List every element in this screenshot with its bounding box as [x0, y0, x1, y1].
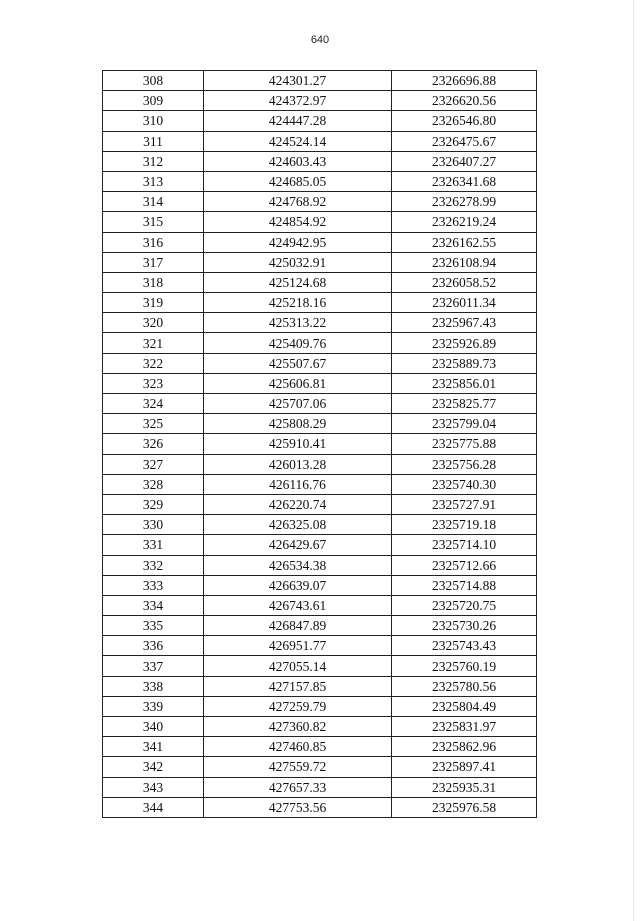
x-coordinate-cell: 424524.14	[204, 131, 392, 151]
point-number-cell: 321	[103, 333, 204, 353]
point-number-cell: 308	[103, 71, 204, 91]
table-row	[103, 535, 537, 555]
x-coordinate-cell: 427259.79	[204, 696, 392, 716]
table-row	[103, 171, 537, 191]
coordinates-table	[102, 70, 537, 818]
table-row	[103, 555, 537, 575]
point-number-cell: 324	[103, 394, 204, 414]
point-number-cell: 341	[103, 737, 204, 757]
y-coordinate-cell: 2325714.10	[392, 535, 537, 555]
point-number-cell: 323	[103, 373, 204, 393]
y-coordinate-cell: 2325831.97	[392, 717, 537, 737]
y-coordinate-cell: 2326546.80	[392, 111, 537, 131]
y-coordinate-cell: 2326011.34	[392, 293, 537, 313]
x-coordinate-cell: 426847.89	[204, 616, 392, 636]
x-coordinate-cell: 424447.28	[204, 111, 392, 131]
table-row	[103, 212, 537, 232]
point-number-cell: 339	[103, 696, 204, 716]
scan-edge-line	[633, 0, 634, 921]
x-coordinate-cell: 424301.27	[204, 71, 392, 91]
x-coordinate-cell: 424854.92	[204, 212, 392, 232]
table-row	[103, 737, 537, 757]
table-row	[103, 777, 537, 797]
point-number-cell: 311	[103, 131, 204, 151]
table-row	[103, 595, 537, 615]
table-row	[103, 434, 537, 454]
y-coordinate-cell: 2325740.30	[392, 474, 537, 494]
y-coordinate-cell: 2326475.67	[392, 131, 537, 151]
table-row	[103, 696, 537, 716]
y-coordinate-cell: 2325897.41	[392, 757, 537, 777]
table-row	[103, 71, 537, 91]
table-row	[103, 474, 537, 494]
point-number-cell: 313	[103, 171, 204, 191]
point-number-cell: 334	[103, 595, 204, 615]
table-row	[103, 757, 537, 777]
point-number-cell: 320	[103, 313, 204, 333]
point-number-cell: 327	[103, 454, 204, 474]
coordinates-table-body	[103, 71, 537, 818]
point-number-cell: 325	[103, 414, 204, 434]
x-coordinate-cell: 425707.06	[204, 394, 392, 414]
table-row	[103, 515, 537, 535]
x-coordinate-cell: 427657.33	[204, 777, 392, 797]
x-coordinate-cell: 427753.56	[204, 797, 392, 817]
y-coordinate-cell: 2325799.04	[392, 414, 537, 434]
y-coordinate-cell: 2326162.55	[392, 232, 537, 252]
point-number-cell: 336	[103, 636, 204, 656]
point-number-cell: 338	[103, 676, 204, 696]
x-coordinate-cell: 427157.85	[204, 676, 392, 696]
point-number-cell: 326	[103, 434, 204, 454]
table-row	[103, 111, 537, 131]
x-coordinate-cell: 426013.28	[204, 454, 392, 474]
point-number-cell: 322	[103, 353, 204, 373]
table-row	[103, 353, 537, 373]
x-coordinate-cell: 427559.72	[204, 757, 392, 777]
point-number-cell: 331	[103, 535, 204, 555]
y-coordinate-cell: 2325825.77	[392, 394, 537, 414]
point-number-cell: 316	[103, 232, 204, 252]
point-number-cell: 332	[103, 555, 204, 575]
point-number-cell: 310	[103, 111, 204, 131]
table-row	[103, 192, 537, 212]
table-row	[103, 797, 537, 817]
point-number-cell: 342	[103, 757, 204, 777]
y-coordinate-cell: 2325780.56	[392, 676, 537, 696]
y-coordinate-cell: 2325967.43	[392, 313, 537, 333]
x-coordinate-cell: 425218.16	[204, 293, 392, 313]
point-number-cell: 319	[103, 293, 204, 313]
y-coordinate-cell: 2325804.49	[392, 696, 537, 716]
y-coordinate-cell: 2326696.88	[392, 71, 537, 91]
point-number-cell: 317	[103, 252, 204, 272]
point-number-cell: 328	[103, 474, 204, 494]
y-coordinate-cell: 2326620.56	[392, 91, 537, 111]
x-coordinate-cell: 427360.82	[204, 717, 392, 737]
y-coordinate-cell: 2325743.43	[392, 636, 537, 656]
point-number-cell: 309	[103, 91, 204, 111]
table-row	[103, 313, 537, 333]
y-coordinate-cell: 2325926.89	[392, 333, 537, 353]
y-coordinate-cell: 2325976.58	[392, 797, 537, 817]
table-row	[103, 252, 537, 272]
x-coordinate-cell: 425910.41	[204, 434, 392, 454]
x-coordinate-cell: 424768.92	[204, 192, 392, 212]
x-coordinate-cell: 425124.68	[204, 272, 392, 292]
x-coordinate-cell: 425808.29	[204, 414, 392, 434]
point-number-cell: 343	[103, 777, 204, 797]
table-row	[103, 616, 537, 636]
point-number-cell: 314	[103, 192, 204, 212]
point-number-cell: 340	[103, 717, 204, 737]
x-coordinate-cell: 426116.76	[204, 474, 392, 494]
point-number-cell: 315	[103, 212, 204, 232]
x-coordinate-cell: 426325.08	[204, 515, 392, 535]
point-number-cell: 337	[103, 656, 204, 676]
y-coordinate-cell: 2325720.75	[392, 595, 537, 615]
x-coordinate-cell: 426534.38	[204, 555, 392, 575]
table-row	[103, 232, 537, 252]
point-number-cell: 344	[103, 797, 204, 817]
y-coordinate-cell: 2325935.31	[392, 777, 537, 797]
x-coordinate-cell: 425507.67	[204, 353, 392, 373]
point-number-cell: 329	[103, 494, 204, 514]
table-row	[103, 373, 537, 393]
y-coordinate-cell: 2325714.88	[392, 575, 537, 595]
y-coordinate-cell: 2326108.94	[392, 252, 537, 272]
table-row	[103, 575, 537, 595]
point-number-cell: 312	[103, 151, 204, 171]
y-coordinate-cell: 2325856.01	[392, 373, 537, 393]
y-coordinate-cell: 2325719.18	[392, 515, 537, 535]
table-row	[103, 293, 537, 313]
table-row	[103, 636, 537, 656]
x-coordinate-cell: 426743.61	[204, 595, 392, 615]
table-row	[103, 676, 537, 696]
y-coordinate-cell: 2326219.24	[392, 212, 537, 232]
y-coordinate-cell: 2326278.99	[392, 192, 537, 212]
point-number-cell: 335	[103, 616, 204, 636]
y-coordinate-cell: 2326407.27	[392, 151, 537, 171]
x-coordinate-cell: 425409.76	[204, 333, 392, 353]
x-coordinate-cell: 424372.97	[204, 91, 392, 111]
x-coordinate-cell: 426951.77	[204, 636, 392, 656]
table-row	[103, 91, 537, 111]
x-coordinate-cell: 425606.81	[204, 373, 392, 393]
point-number-cell: 333	[103, 575, 204, 595]
y-coordinate-cell: 2325862.96	[392, 737, 537, 757]
table-row	[103, 131, 537, 151]
table-row	[103, 717, 537, 737]
table-row	[103, 656, 537, 676]
point-number-cell: 330	[103, 515, 204, 535]
table-row	[103, 494, 537, 514]
x-coordinate-cell: 425032.91	[204, 252, 392, 272]
y-coordinate-cell: 2325727.91	[392, 494, 537, 514]
x-coordinate-cell: 426639.07	[204, 575, 392, 595]
x-coordinate-cell: 424942.95	[204, 232, 392, 252]
table-row	[103, 151, 537, 171]
y-coordinate-cell: 2325775.88	[392, 434, 537, 454]
y-coordinate-cell: 2325889.73	[392, 353, 537, 373]
table-row	[103, 394, 537, 414]
y-coordinate-cell: 2325730.26	[392, 616, 537, 636]
table-row	[103, 414, 537, 434]
x-coordinate-cell: 426220.74	[204, 494, 392, 514]
page-number: 640	[310, 34, 330, 46]
y-coordinate-cell: 2325756.28	[392, 454, 537, 474]
table-row	[103, 272, 537, 292]
point-number-cell: 318	[103, 272, 204, 292]
x-coordinate-cell: 426429.67	[204, 535, 392, 555]
y-coordinate-cell: 2326058.52	[392, 272, 537, 292]
table-row	[103, 454, 537, 474]
y-coordinate-cell: 2325712.66	[392, 555, 537, 575]
y-coordinate-cell: 2326341.68	[392, 171, 537, 191]
x-coordinate-cell: 427055.14	[204, 656, 392, 676]
x-coordinate-cell: 424603.43	[204, 151, 392, 171]
x-coordinate-cell: 424685.05	[204, 171, 392, 191]
y-coordinate-cell: 2325760.19	[392, 656, 537, 676]
table-row	[103, 333, 537, 353]
x-coordinate-cell: 425313.22	[204, 313, 392, 333]
x-coordinate-cell: 427460.85	[204, 737, 392, 757]
